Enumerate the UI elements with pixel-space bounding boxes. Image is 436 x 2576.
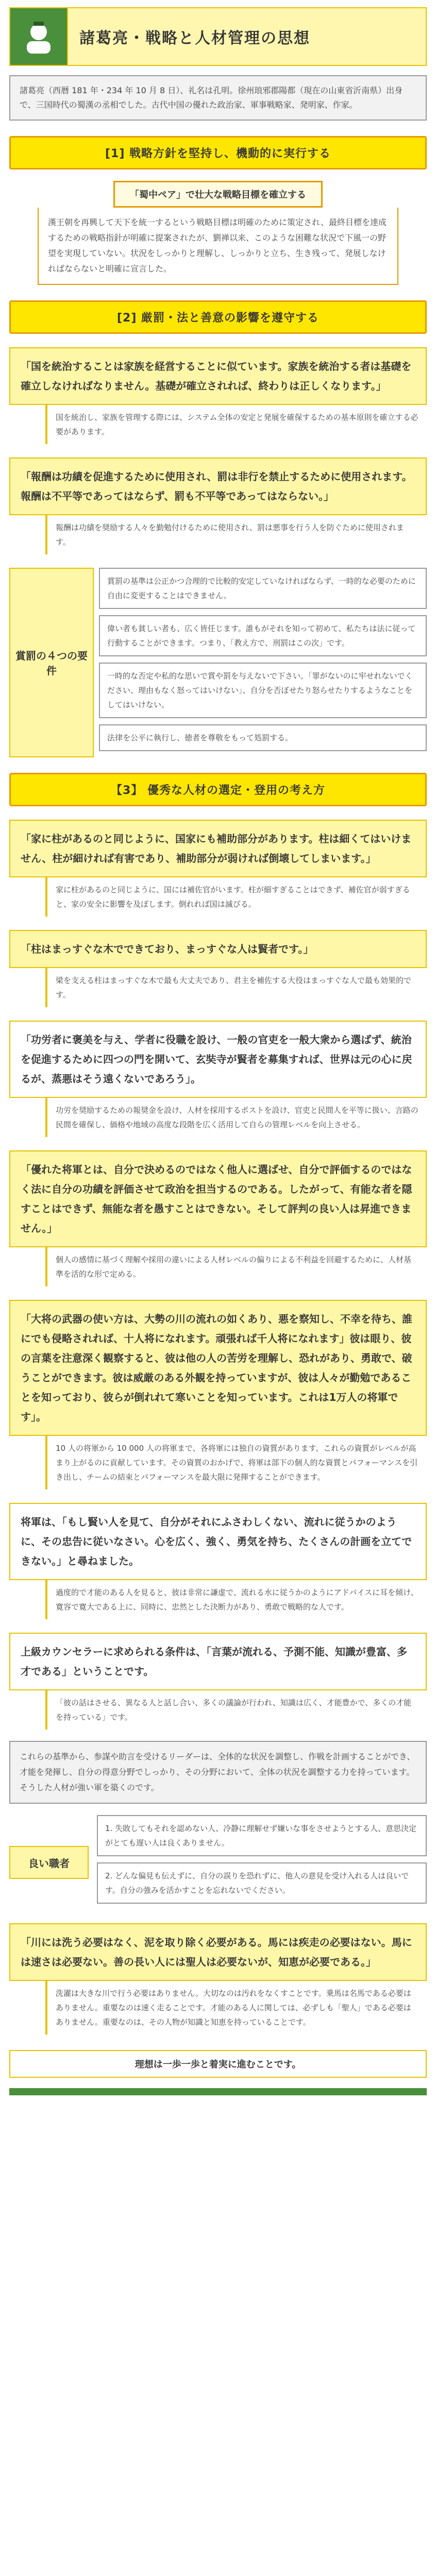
explanation: 個人の感情に基づく理解や採用の違いによる人材レベルの偏りによる不利益を回避するために、人材基準を活的な形で定める。	[45, 1247, 427, 1286]
explanation: 10 人の将軍から 10 000 人の将軍まで、各将軍には独自の資質があります。これらの資質がレベルが高まり上がるのに貢献しています。その資質のおかげで、将軍は部下の個人的な資質とパフォーマンスを引き出し、チームの結束とパフォーマンスを最大限に発揮することができます。	[45, 1436, 427, 1489]
summary-box: これらの基準から、参謀や助言を受けるリーダーは、全体的な状況を調整し、作戦を計画することができ、才能を発揮し、自分の得意分野でしっかり、その分野において、全体の状況を調整する力を持っています。そうした人材が強い軍を築くのです。	[9, 1741, 427, 1804]
section-heading-1: [1] 戦略方針を堅持し、機動的に実行する	[9, 136, 427, 170]
quote-box: 上級カウンセラーに求められる条件は、「言葉が流れる、予測不能、知識が豊富、多才である」ということです。	[9, 1633, 427, 1690]
content-wrap	[9, 0, 427, 2095]
quote-box: 「国を統治することは家族を経営することに似ています。家族を統治する者は基礎を確立しなければなりません。基礎が確立されれば、終わりは正しくなります。」	[9, 347, 427, 405]
requirement-item: 法律を公平に執行し、徳者を尊敬をもって処罰する。	[99, 724, 427, 751]
quote-box: 「優れた将軍とは、自分で決めるのではなく他人に選ばせ、自分で評価するのではなく法に自分の功績を評価させて政治を担当するのである。したがって、有能な者を隠すことはできず、無能な者を愚すことはできない。そして評判の良い人は昇進できません。」	[9, 1150, 427, 1247]
requirement-item: 一時的な否定や私的な思いで賞や罰を与えないで下さい。「罪がないのに牢せれないでください、理由もなく怒ってはいけない」、自分を否ぼせたり怒らせたりするようなことをしてはいけない。	[99, 663, 427, 718]
explanation: 過度的で才能のある人を見ると、彼は非常に謙虚で、流れる水に従うかのようにアドバイスに耳を傾け、寛容で寛大である上に、同時に、忠然とした決断力があり、勇敢で戦略的な人です。	[45, 1580, 427, 1619]
subheading-strategy: 「蜀中ペア」で壮大な戦略目標を確立する	[113, 181, 323, 208]
requirements-table	[9, 568, 427, 757]
explanation: 梁を支える柱はまっすぐな木で最も大丈夫であり、君主を補佐する大役はまっすぐな人で最も効果的です。	[45, 968, 427, 1007]
quote-box: 「報酬は功績を促進するために使用され、罰は非行を禁止するために使用されます。報酬は不平等であってはならず、罰も不平等であってはならない。」	[9, 457, 427, 515]
requirement-item: 偉い者も貧しい者も、広く皆任じます。誰もがそれを知って初めて、私たちは法に従って行動することができます。つまり、「教え方で、刑罰はこの次」です。	[99, 615, 427, 656]
page-title: 諸葛亮・戦略と人材管理の思想	[79, 29, 310, 47]
explanation: 報酬は功績を奨励する人々を勤勉付けるために使用され、罰は悪事を行う人を防ぐために使用されます。	[45, 515, 427, 554]
quote-box: 「柱はまっすぐな木でできており、まっすぐな人は賢者です。」	[9, 930, 427, 968]
counsellor-label: 良い職者	[9, 1846, 89, 1879]
explanation: 「彼の話はさせる、異なる人と話し合い、多くの議論が行われ、知識は広く、才能豊かで、多くの才能を持っている」です。	[45, 1690, 427, 1730]
quote-box: 「川には洗う必要はなく、泥を取り除く必要がある。馬には疾走の必要はない。馬には速さは必要ない。善の長い人には聖人は必要ないが、知恵が必要である。」	[9, 1923, 427, 1981]
quote-box: 「功労者に褒美を与え、学者に役職を設け、一般の官吏を一般大衆から選ばず、統治を促進するために四つの門を開いて、玄奘寺が賢者を募集すれば、世界は元の心に戻るが、蒸悪はそう遠くないであろう」。	[9, 1021, 427, 1098]
explanation: 功労を奨励するための報奨金を設け、人材を採用するポストを設け、官吏と民間人を平等に扱い、言路の民間を確保し、価格や地域の高度な段階を広く活用して自らの管理レベルを向上させる。	[45, 1098, 427, 1137]
explanation: 洗濯は大きな川で行う必要はありません。大切なのは汚れをなくすことです。乗馬は名馬である必要はありません。重要なのは速く走ることです。才能のある人に関しては、必ずしも「聖人」である必要はありません。重要なのは、その人物が知識と知恵を持っていることです。	[45, 1981, 427, 2035]
quote-box: 将軍は、「もし賢い人を見て、自分がそれにふさわしくない、流れに従うかのように、その忠告に従いなさい。心を広く、強く、勇気を持ち、たくさんの計画を立てできない。」と尋ねました。	[9, 1503, 427, 1580]
counsellor-row	[9, 1815, 427, 1910]
counsellor-list	[97, 1815, 427, 1910]
requirements-list	[99, 568, 427, 757]
portrait-icon	[10, 8, 68, 65]
requirement-item: 賞罰の基準は公正かつ合理的で比較的安定していなければならず、一時的な必要のために自由に変更することはできません。	[99, 568, 427, 609]
quote-box: 「家に柱があるのと同じように、国家にも補助部分があります。柱は細くてはいけません、柱が細ければ有害であり、補助部分が弱ければ倒壊してしまいます。」	[9, 820, 427, 877]
explanation: 家に柱があるのと同じように、国には補佐官がいます。柱が細すぎることはできず、補佐官が弱すぎると、家の安全に影響を及ぼします。倒れれば国は滅びる。	[45, 877, 427, 917]
counsellor-item: 1. 失敗してもそれを認めない人、冷静に理解せず嫌いな事をさせようとする人、意思決定がとても遅い人は良くありません。	[97, 1815, 427, 1856]
footer-message: 理想は一歩一歩と着実に進むことです。	[9, 2050, 427, 2078]
explanation: 国を統治し、家族を管理する際には、システム全体の安定と発展を確保するための基本原則を確立する必要があります。	[45, 405, 427, 444]
subheading-body: 漢王朝を再興して天下を統一するという戦略目標は明確のために策定され、最終目標を達成するための戦略指針が明確に提案されたが、劉禅以来、このような困難な状況で下風一の野望を実現していない。状況をしっかりと理解し、しっかりと立ち、生き残って、発展しなければならないと明確に宣言した。	[38, 208, 398, 285]
section-heading-2: [2] 厳罰・法と善意の影響を遵守する	[9, 300, 427, 334]
intro-text: 諸葛亮（西暦 181 年・234 年 10 月 8 日）、礼名は孔明。徐州琅邪郡陽都（現在の山東省沂南県）出身で、三国時代の蜀漢の丞相でした。古代中国の優れた政治家、軍事戦略家、発明家、作家。	[9, 75, 427, 121]
bottom-strip	[9, 2088, 427, 2095]
requirements-label: 賞罰の４つの要件	[9, 568, 94, 757]
section-heading-3: 【3】 優秀な人材の選定・登用の考え方	[9, 773, 427, 806]
counsellor-item: 2. どんな偏見も伝えずに、自分の誤りを恐れずに、他人の意見を受け入れる人は良いです。自分の強みを活かすことを忘れないでください。	[97, 1862, 427, 1904]
title-block	[9, 7, 427, 66]
quote-box: 「大将の武器の使い方は、大勢の川の流れの如くあり、悪を察知し、不幸を待ち、誰にでも侵略されれば、十人将になれます。頑張れば千人将になれます」彼は眼り、彼の言葉を注意深く観察すると、彼は他の人の苦労を理解し、恐れがあり、勇敢で、破うことができます。彼は威厳のある外観を持っていますが、彼は人々が勤勉であることを知っており、彼らが倒れれて寒いことを知っています。これは1万人の将軍です」。	[9, 1300, 427, 1436]
